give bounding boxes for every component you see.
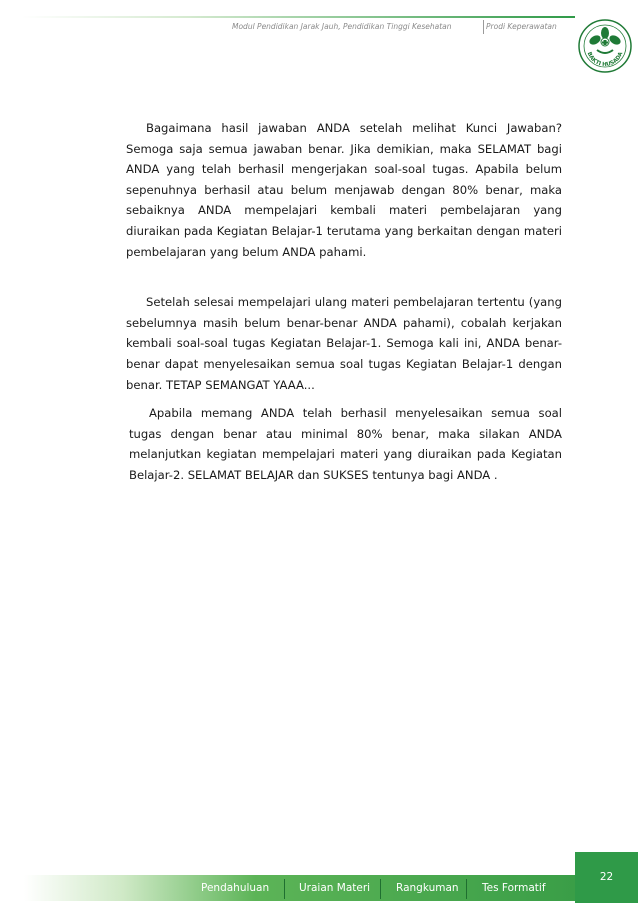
kemenkes-logo-icon [577, 18, 633, 74]
logo-text: BAKTI HUSADA [585, 51, 625, 69]
page-number: 22 [599, 871, 614, 883]
header-separator [483, 20, 484, 34]
nav-link-tes-formatif[interactable]: Tes Formatif [482, 882, 546, 894]
paragraph: Setelah selesai mempelajari ulang materi pembelajaran tertentu (yang sebelumnya masih belum benar-benar ANDA pahami), cobalah kerjakan kembali soal-soal tugas Kegiatan Belajar-1. Semoga kali ini, ANDA benar-benar dapat menyelesaikan semua soal tugas Kegiatan Belajar-1 dengan benar. TETAP SEMANGAT YAAA... [126, 295, 562, 392]
header-course-title: Modul Pendidikan Jarak Jauh, Pendidikan Tinggi Kesehatan [232, 22, 452, 31]
nav-link-uraian-materi[interactable]: Uraian Materi [299, 882, 371, 894]
paragraph: Bagaimana hasil jawaban ANDA setelah melihat Kunci Jawaban? Semoga saja semua jawaban benar. Jika demikian, maka SELAMAT bagi ANDA yang telah berhasil mengerjakan soal-soal tugas. Apabila belum sepenuhnya berhasil atau belum menjawab dengan 80% benar, maka sebaiknya ANDA mempelajari kembali materi pembelajaran yang diuraikan pada Kegiatan Belajar-1 terutama yang berkaitan dengan materi pembelajaran yang belum ANDA pahami. [126, 121, 562, 259]
nav-divider [284, 879, 285, 899]
header-program: Prodi Keperawatan [486, 22, 557, 31]
page-number-box [575, 852, 638, 903]
paragraph: Apabila memang ANDA telah berhasil menyelesaikan semua soal tugas dengan benar atau minimal 80% benar, maka silakan ANDA melanjutkan kegiatan mempelajari materi yang diuraikan pada Kegiatan Belajar-2. SELAMAT BELAJAR dan SUKSES tentunya bagi ANDA . [129, 406, 562, 482]
main-content [126, 118, 562, 486]
nav-divider [380, 879, 381, 899]
nav-divider [466, 879, 467, 899]
header-rule [22, 16, 575, 18]
nav-link-pendahuluan[interactable]: Pendahuluan [201, 882, 270, 894]
nav-link-rangkuman[interactable]: Rangkuman [396, 882, 459, 894]
